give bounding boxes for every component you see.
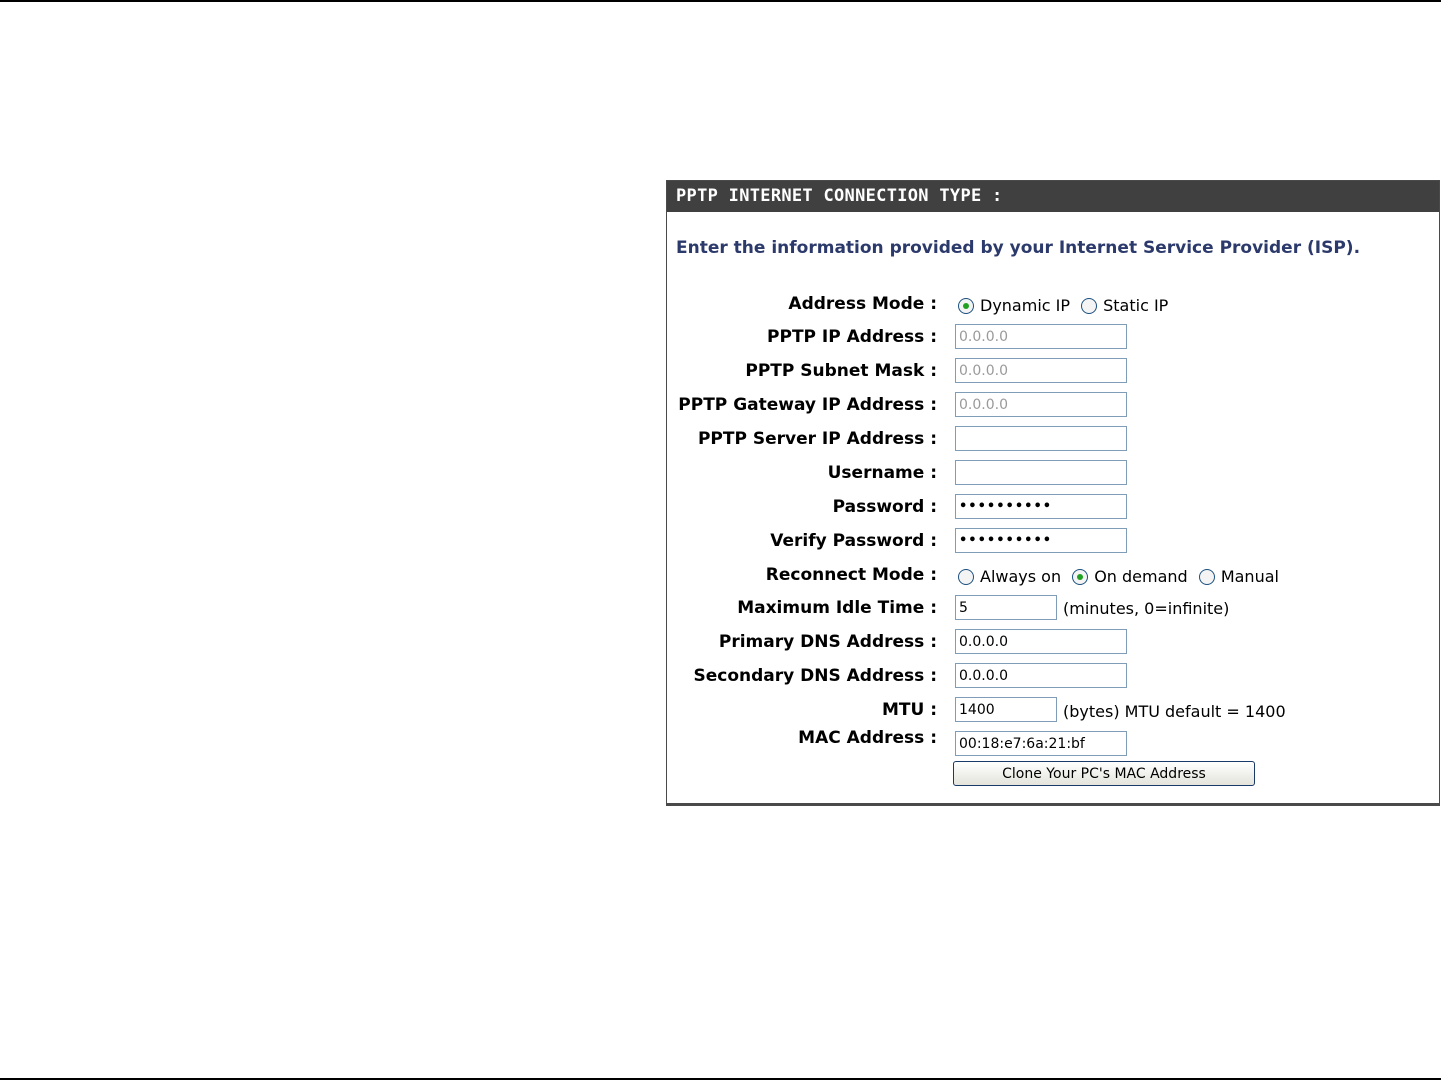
mac-address-label: MAC Address : (798, 728, 937, 748)
panel-title: PPTP INTERNET CONNECTION TYPE : (667, 181, 1439, 212)
primary-dns-input[interactable] (955, 629, 1127, 654)
username-input[interactable] (955, 460, 1127, 485)
pptp-settings-panel (666, 180, 1440, 806)
mtu-input[interactable] (955, 697, 1057, 722)
pptp-subnet-label: PPTP Subnet Mask : (745, 361, 937, 381)
reconnect-manual-label: Manual (1220, 567, 1279, 586)
max-idle-input[interactable] (955, 595, 1057, 620)
reconnect-mode-group (958, 566, 1285, 588)
reconnect-always-on-label: Always on (980, 567, 1062, 586)
address-mode-dynamic-label: Dynamic IP (980, 296, 1071, 315)
clone-mac-button[interactable]: Clone Your PC's MAC Address (953, 761, 1255, 786)
pptp-server-label: PPTP Server IP Address : (697, 429, 937, 449)
secondary-dns-input[interactable] (955, 663, 1127, 688)
mac-address-input[interactable] (955, 731, 1127, 756)
pptp-subnet-input[interactable] (955, 358, 1127, 383)
password-input[interactable] (955, 494, 1127, 519)
mtu-label: MTU : (881, 700, 937, 720)
primary-dns-label: Primary DNS Address : (718, 632, 937, 652)
intro-text: Enter the information provided by your Internet Service Provider (ISP). (676, 238, 1361, 258)
max-idle-label: Maximum Idle Time : (737, 598, 937, 618)
verify-password-label: Verify Password : (770, 531, 937, 551)
max-idle-note: (minutes, 0=infinite) (1063, 599, 1230, 618)
username-label: Username : (827, 463, 937, 483)
pptp-gateway-label: PPTP Gateway IP Address : (678, 395, 937, 415)
pptp-ip-input[interactable] (955, 324, 1127, 349)
reconnect-manual-radio[interactable] (1199, 569, 1215, 585)
top-rule (0, 0, 1441, 2)
address-mode-dynamic-radio[interactable] (958, 298, 974, 314)
pptp-gateway-input[interactable] (955, 392, 1127, 417)
verify-password-input[interactable] (955, 528, 1127, 553)
address-mode-static-radio[interactable] (1081, 298, 1097, 314)
pptp-ip-label: PPTP IP Address : (767, 327, 937, 347)
reconnect-always-on-radio[interactable] (958, 569, 974, 585)
mtu-note: (bytes) MTU default = 1400 (1063, 702, 1286, 721)
reconnect-on-demand-label: On demand (1094, 567, 1188, 586)
address-mode-label: Address Mode : (788, 294, 937, 314)
password-label: Password : (832, 497, 937, 517)
address-mode-group (958, 295, 1174, 317)
reconnect-mode-label: Reconnect Mode : (765, 565, 937, 585)
secondary-dns-label: Secondary DNS Address : (693, 666, 937, 686)
reconnect-on-demand-radio[interactable] (1072, 569, 1088, 585)
bottom-rule (0, 1078, 1441, 1080)
address-mode-static-label: Static IP (1103, 296, 1169, 315)
pptp-server-input[interactable] (955, 426, 1127, 451)
